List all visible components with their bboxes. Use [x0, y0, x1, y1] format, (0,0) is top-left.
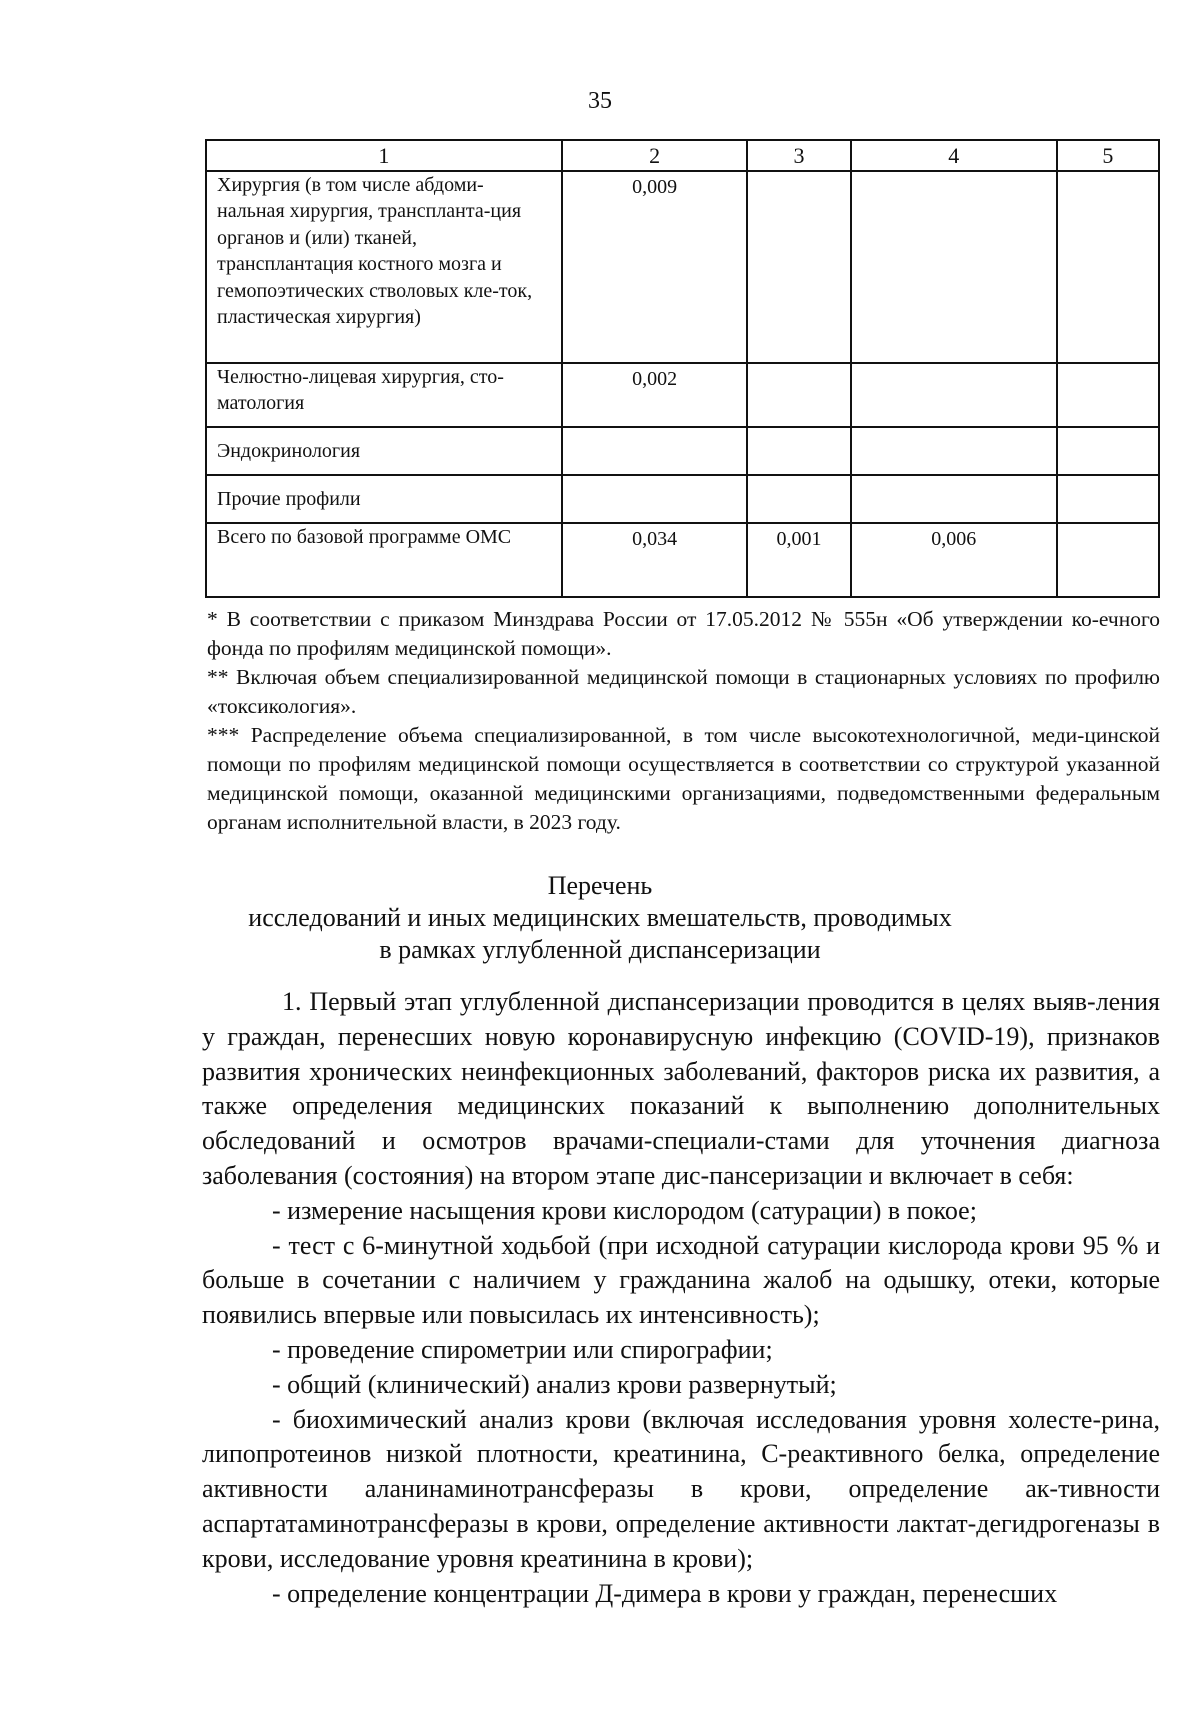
cell-value	[1057, 171, 1159, 363]
list-item: - измерение насыщения крови кислородом (сатурации) в покое;	[272, 1195, 977, 1225]
list-item: - тест с 6-минутной ходьбой (при исходной сатурации кислорода крови 95 % и больше в сочетании с наличием у гражданина жалоб на одышку, отеки, которые появились впервые или повысилась их интенсивность);	[202, 1230, 1160, 1330]
cell-value	[1057, 475, 1159, 523]
cell-value: 0,006	[851, 523, 1057, 597]
cell-value	[851, 427, 1057, 475]
table-header-cell: 5	[1057, 140, 1159, 171]
footnotes	[207, 605, 1160, 837]
table-row	[206, 363, 1159, 427]
title-line: Перечень	[547, 871, 653, 900]
list-item: - определение концентрации Д-димера в крови у граждан, перенесших	[272, 1578, 1058, 1608]
cell-value	[747, 363, 850, 427]
cell-value	[562, 475, 748, 523]
title-line: исследований и иных медицинских вмешательств, проводимых	[248, 903, 952, 932]
cell-value	[1057, 523, 1159, 597]
section-title	[0, 870, 1200, 966]
footnote: * В соответствии с приказом Минздрава России от 17.05.2012 № 555н «Об утверждении ко-ечного фонда по профилям медицинской помощи».	[207, 607, 1160, 660]
row-label: Эндокринология	[206, 427, 562, 475]
footnote: ** Включая объем специализированной медицинской помощи в стационарных условиях по профилю «токсикология».	[207, 665, 1160, 718]
page-number: 35	[588, 88, 612, 114]
cell-value	[851, 363, 1057, 427]
paragraph: 1. Первый этап углубленной диспансеризации проводится в целях выяв-ления у граждан, перенесших новую коронавирусную инфекцию (COVID-19), признаков развития хронических неинфекционных заболеваний, факторов риска их развития, а также определения медицинских показаний к выполнению дополнительных обследований и осмотров врачами-специали-стами для уточнения диагноза заболевания (состояния) на втором этапе дис-пансеризации и включает в себя:	[202, 987, 1160, 1190]
cell-value	[1057, 363, 1159, 427]
cell-value	[747, 171, 850, 363]
table-row	[206, 427, 1159, 475]
footnote: *** Распределение объема специализированной, в том числе высокотехнологичной, меди-цинской помощи по профилям медицинской помощи осуществляется в соответствии со структурой указанной медицинской помощи, оказанной медицинскими организациями, подведомственными федеральным органам исполнительной власти, в 2023 году.	[207, 723, 1160, 834]
table-row	[206, 475, 1159, 523]
row-label: Челюстно-лицевая хирургия, сто-матология	[206, 363, 562, 427]
table-header-cell: 4	[851, 140, 1057, 171]
cell-value: 0,002	[562, 363, 748, 427]
body-text	[202, 985, 1160, 1611]
cell-value	[562, 427, 748, 475]
title-line: в рамках углубленной диспансеризации	[379, 935, 821, 964]
row-label: Хирургия (в том числе абдоми-нальная хирургия, транспланта-ция органов и (или) тканей, трансплантация костного мозга и гемопоэтических стволовых кле-ток, пластическая хирургия)	[206, 171, 562, 363]
table-row	[206, 171, 1159, 363]
cell-value	[747, 475, 850, 523]
cell-value: 0,034	[562, 523, 748, 597]
cell-value	[747, 427, 850, 475]
list-item: - общий (клинический) анализ крови развернутый;	[272, 1369, 837, 1399]
table-header-cell: 1	[206, 140, 562, 171]
cell-value: 0,001	[747, 523, 850, 597]
row-label: Прочие профили	[206, 475, 562, 523]
row-label: Всего по базовой программе ОМС	[206, 523, 562, 597]
cell-value	[851, 171, 1057, 363]
cell-value	[1057, 427, 1159, 475]
table-header-row	[206, 140, 1159, 171]
volume-table	[205, 139, 1160, 598]
table-row-total	[206, 523, 1159, 597]
cell-value	[851, 475, 1057, 523]
list-item: - проведение спирометрии или спирографии;	[272, 1334, 773, 1364]
table-header-cell: 3	[747, 140, 850, 171]
cell-value: 0,009	[562, 171, 748, 363]
table-header-cell: 2	[562, 140, 748, 171]
list-item: - биохимический анализ крови (включая исследования уровня холесте-рина, липопротеинов низкой плотности, креатинина, С-реактивного белка, определение активности аланинаминотрансферазы в крови, определение ак-тивности аспартатаминотрансферазы в крови, определение активности лактат-дегидрогеназы в крови, исследование уровня креатинина в крови);	[202, 1404, 1160, 1573]
